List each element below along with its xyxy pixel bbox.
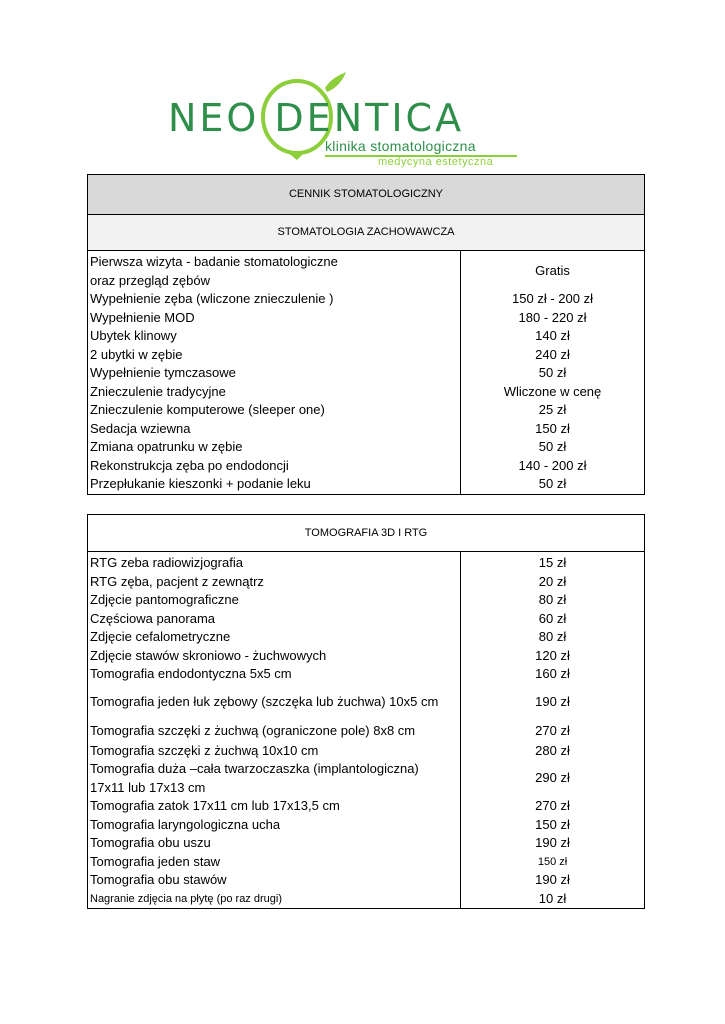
- clinic-logo: [160, 70, 530, 170]
- service-price: 270 zł: [461, 797, 645, 816]
- table-row: [88, 628, 645, 647]
- service-price: 160 zł: [461, 665, 645, 684]
- section-title-row: [88, 215, 645, 251]
- service-name: Zdjęcie stawów skroniowo - żuchwowych: [88, 647, 461, 666]
- service-name: Ubytek klinowy: [88, 327, 461, 346]
- service-name: Przepłukanie kieszonki + podanie leku: [88, 475, 461, 494]
- table-row: [88, 383, 645, 402]
- table-row: [88, 251, 645, 291]
- logo-subtitle: klinika stomatologiczna: [325, 138, 476, 154]
- service-price: 120 zł: [461, 647, 645, 666]
- service-name-line2: oraz przegląd zębów: [90, 272, 210, 288]
- service-price: 150 zł: [461, 853, 645, 872]
- service-price: 290 zł: [461, 760, 645, 797]
- service-name: Tomografia jeden łuk zębowy (szczęka lub żuchwa) 10x5 cm: [88, 684, 461, 721]
- table-row: [88, 797, 645, 816]
- table-row: [88, 327, 645, 346]
- service-price: 80 zł: [461, 628, 645, 647]
- service-name: Tomografia endodontyczna 5x5 cm: [88, 665, 461, 684]
- service-name: [88, 760, 461, 797]
- service-price: 25 zł: [461, 401, 645, 420]
- table-row: [88, 591, 645, 610]
- logo-tagline: medycyna estetyczna: [378, 156, 494, 168]
- service-price: 150 zł - 200 zł: [461, 290, 645, 309]
- section-title-tomography: TOMOGRAFIA 3D I RTG: [88, 515, 645, 552]
- service-price: 140 - 200 zł: [461, 457, 645, 476]
- service-price: 80 zł: [461, 591, 645, 610]
- service-name: [88, 251, 461, 291]
- table-row: [88, 853, 645, 872]
- service-price: 20 zł: [461, 573, 645, 592]
- price-table-conservative: [87, 174, 645, 495]
- table-row: [88, 457, 645, 476]
- service-name: Rekonstrukcja zęba po endodoncji: [88, 457, 461, 476]
- service-name: Znieczulenie komputerowe (sleeper one): [88, 401, 461, 420]
- price-table-tomography: [87, 514, 645, 909]
- price-list-title-row: [88, 175, 645, 215]
- table-row: [88, 721, 645, 742]
- service-price: 180 - 220 zł: [461, 309, 645, 328]
- service-name: Tomografia obu stawów: [88, 871, 461, 890]
- service-price: 240 zł: [461, 346, 645, 365]
- table-row: [88, 834, 645, 853]
- service-name: Tomografia szczęki z żuchwą 10x10 cm: [88, 742, 461, 761]
- service-price: 10 zł: [461, 890, 645, 909]
- table-row: [88, 438, 645, 457]
- service-name: Tomografia zatok 17x11 cm lub 17x13,5 cm: [88, 797, 461, 816]
- section-title-conservative: STOMATOLOGIA ZACHOWAWCZA: [88, 215, 645, 251]
- price-list-title: CENNIK STOMATOLOGICZNY: [88, 175, 645, 215]
- service-name-line1: Tomografia duża –cała twarzoczaszka (implantologiczna): [90, 761, 419, 776]
- service-price: 190 zł: [461, 871, 645, 890]
- service-name: RTG zeba radiowizjografia: [88, 552, 461, 573]
- service-name: Tomografia szczęki z żuchwą (ograniczone pole) 8x8 cm: [88, 721, 461, 742]
- table-row: [88, 647, 645, 666]
- service-name: Tomografia laryngologiczna ucha: [88, 816, 461, 835]
- service-price: Wliczone w cenę: [461, 383, 645, 402]
- table-row: [88, 475, 645, 494]
- table-row: [88, 420, 645, 439]
- service-name: Wypełnienie tymczasowe: [88, 364, 461, 383]
- section-title-row: [88, 515, 645, 552]
- table-row: [88, 552, 645, 573]
- service-price: 50 zł: [461, 475, 645, 494]
- table-row: [88, 890, 645, 909]
- table-row: [88, 742, 645, 761]
- service-price: Gratis: [461, 251, 645, 291]
- service-name: Sedacja wziewna: [88, 420, 461, 439]
- service-name: Znieczulenie tradycyjne: [88, 383, 461, 402]
- table-row: [88, 401, 645, 420]
- service-name: Częściowa panorama: [88, 610, 461, 629]
- service-name: 2 ubytki w zębie: [88, 346, 461, 365]
- service-name: Zmiana opatrunku w zębie: [88, 438, 461, 457]
- service-price: 60 zł: [461, 610, 645, 629]
- table-row: [88, 346, 645, 365]
- service-price: 270 zł: [461, 721, 645, 742]
- table-row: [88, 309, 645, 328]
- service-name: Zdjęcie pantomograficzne: [88, 591, 461, 610]
- service-price: 150 zł: [461, 420, 645, 439]
- service-name: Tomografia jeden staw: [88, 853, 461, 872]
- table-row: [88, 816, 645, 835]
- service-price: 190 zł: [461, 684, 645, 721]
- service-name: Wypełnienie zęba (wliczone znieczulenie ): [88, 290, 461, 309]
- table-row: [88, 610, 645, 629]
- service-price: 190 zł: [461, 834, 645, 853]
- service-name: Zdjęcie cefalometryczne: [88, 628, 461, 647]
- service-name: RTG zęba, pacjent z zewnątrz: [88, 573, 461, 592]
- service-name: Wypełnienie MOD: [88, 309, 461, 328]
- table-row: [88, 290, 645, 309]
- service-price: 50 zł: [461, 438, 645, 457]
- service-name-line2: 17x11 lub 17x13 cm: [90, 779, 206, 795]
- service-name-line1: Pierwsza wizyta - badanie stomatologiczne: [90, 254, 338, 269]
- service-name: Nagranie zdjęcia na płytę (po raz drugi): [88, 890, 461, 909]
- table-row: [88, 871, 645, 890]
- table-row: [88, 760, 645, 797]
- table-row: [88, 684, 645, 721]
- service-price: 50 zł: [461, 364, 645, 383]
- table-row: [88, 665, 645, 684]
- service-price: 280 zł: [461, 742, 645, 761]
- service-price: 150 zł: [461, 816, 645, 835]
- table-row: [88, 364, 645, 383]
- service-price: 15 zł: [461, 552, 645, 573]
- service-name: Tomografia obu uszu: [88, 834, 461, 853]
- logo-wordmark: NEO DENTICA: [168, 96, 465, 140]
- service-price: 140 zł: [461, 327, 645, 346]
- table-row: [88, 573, 645, 592]
